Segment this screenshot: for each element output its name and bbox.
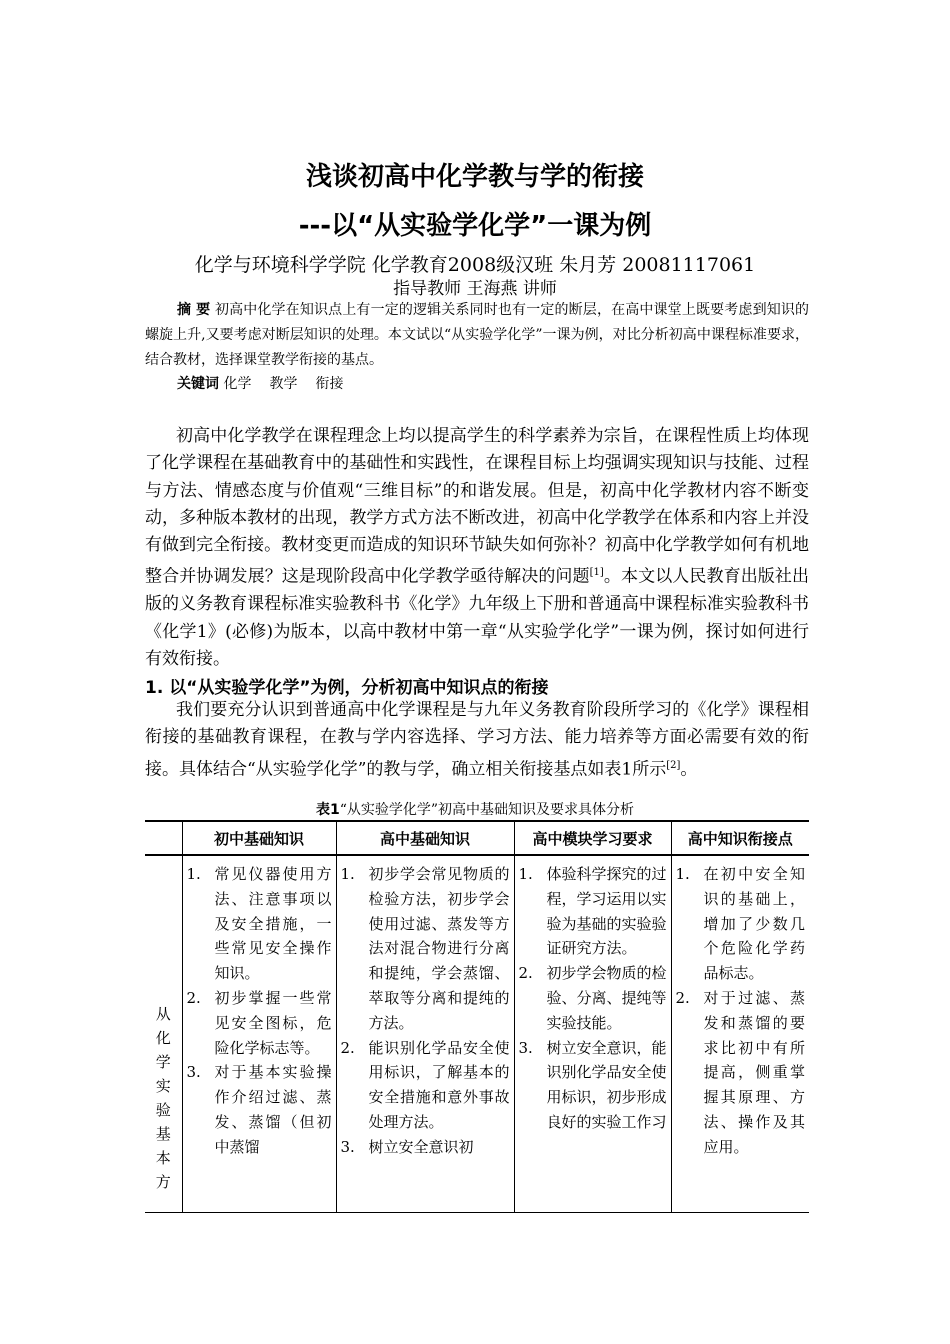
table-caption-label: 表1 (315, 802, 340, 818)
table-cell (336, 855, 514, 1213)
table-header-cell (145, 821, 182, 855)
table-cell (671, 855, 809, 1213)
keyword: 衔接 (315, 376, 344, 392)
list-item: 1. 在初中安全知识的基础上，增加了少数几个危险化学药品标志。 (675, 865, 805, 983)
table-header-cell: 初中基础知识 (182, 821, 336, 855)
table-header-row (145, 821, 809, 855)
citation-ref: [1] (589, 567, 604, 579)
list-item: 2. 初步学会物质的检验、分离、提纯等实验技能。 (518, 964, 667, 1032)
paragraph-text: 我们要充分认识到普通高中化学课程是与九年义务教育阶段所学习的《化学》课程相衔接的基础教育课程，在教与学内容选择、学习方法、能力培养等方面必需要有效的衔接。具体结合“从实验学化学”的教与学，确立相关衔接基点如表1所示 (145, 700, 809, 780)
abstract-label: 摘 要 (177, 302, 211, 318)
list-item: 3. 树立安全意识，能识别化学品安全使用标识，初步形成良好的实验工作习 (518, 1038, 667, 1131)
table-row (145, 855, 809, 1213)
abstract-text: 初高中化学在知识点上有一定的逻辑关系同时也有一定的断层，在高中课堂上既要考虑到知识的螺旋上升,又要考虑对断层知识的处理。本文试以“从实验学化学”一课为例，对比分析初高中课程标准要求，结合教材，选择课堂教学衔接的基点。 (145, 302, 810, 368)
citation-ref: [2] (666, 759, 681, 771)
author-line: 化学与环境科学学院 化学教育2008级汉班 朱月芳 20081117061 (194, 254, 756, 276)
table-header-cell: 高中模块学习要求 (514, 821, 671, 855)
list-item: 3. 对于基本实验操作介绍过滤、蒸发、蒸馏（但初中蒸馏 (186, 1063, 332, 1156)
table-header-cell: 高中知识衔接点 (671, 821, 809, 855)
list-item: 3. 树立安全意识初 (340, 1137, 474, 1156)
keywords (177, 373, 361, 393)
list-item: 2. 初步掌握一些常见安全图标，危险化学标志等。 (186, 988, 332, 1057)
table-cell (182, 855, 336, 1213)
paragraph-text: 初高中化学教学在课程理念上均以提高学生的科学素养为宗旨，在课程性质上均体现了化学课程在基础教育中的基础性和实践性，在课程目标上均强调实现知识与技能、过程与方法、情感态度与价值观“三维目标”的和谐发展。但是，初高中化学教材内容不断变动，多种版本教材的出现，教学方式方法不断改进，初高中化学教学在体系和内容上并没有做到完全衔接。教材变更而造成的知识环节缺失如何弥补？初高中化学教学如何有机地整合并协调发展？这是现阶段高中化学教学亟待解决的问题 (145, 426, 809, 588)
list-item: 2. 能识别化学品安全使用标识，了解基本的安全措施和意外事故处理方法。 (340, 1038, 510, 1131)
keywords-label: 关键词 (177, 376, 219, 392)
title-line-1: 浅谈初高中化学教与学的衔接 (305, 162, 644, 192)
abstract (145, 298, 809, 373)
body-paragraph-2 (145, 697, 809, 784)
list-item: 1. 体验科学探究的过程，学习运用以实验为基础的实验验证研究方法。 (518, 865, 667, 958)
paragraph-text: 。 (680, 759, 698, 780)
row-label: 从化学实验基本方 (155, 1005, 171, 1191)
table-caption-text: “从实验学化学”初高中基础知识及要求具体分析 (339, 802, 635, 818)
paragraph-text: 。本文以人民教育出版社出版的义务教育课程标准实验教科书《化学》九年级上下册和普通高中课程标准实验教科书《化学1》(必修)为版本，以高中教材中第一章“从实验学化学”一课为例，探讨如何进行有效衔接。 (145, 567, 810, 670)
advisor-line: 指导教师 王海燕 讲师 (393, 279, 557, 299)
list-item: 1. 初步学会常见物质的检验方法，初步学会使用过滤、蒸发等方法对混合物进行分离和提纯，学会蒸馏、萃取等分离和提纯的方法。 (340, 865, 510, 1032)
body-paragraph-1 (145, 423, 809, 673)
comparison-table (145, 820, 809, 1213)
keyword: 教学 (269, 376, 298, 392)
row-label-cell (145, 855, 182, 1213)
table-caption (0, 799, 950, 819)
list-item: 2. 对于过滤、蒸发和蒸馏的要求比初中有所提高，侧重掌握其原理、方法、操作及其应用。 (675, 988, 805, 1156)
section-heading: 1. 以“从实验学化学”为例，分析初高中知识点的衔接 (145, 678, 549, 698)
list-item: 1. 常见仪器使用方法、注意事项以及安全措施，一些常见安全操作知识。 (186, 865, 332, 983)
keyword: 化学 (223, 376, 252, 392)
table-cell (514, 855, 671, 1213)
table-header-cell: 高中基础知识 (336, 821, 514, 855)
title-line-2: ---以“从实验学化学”一课为例 (298, 211, 652, 241)
